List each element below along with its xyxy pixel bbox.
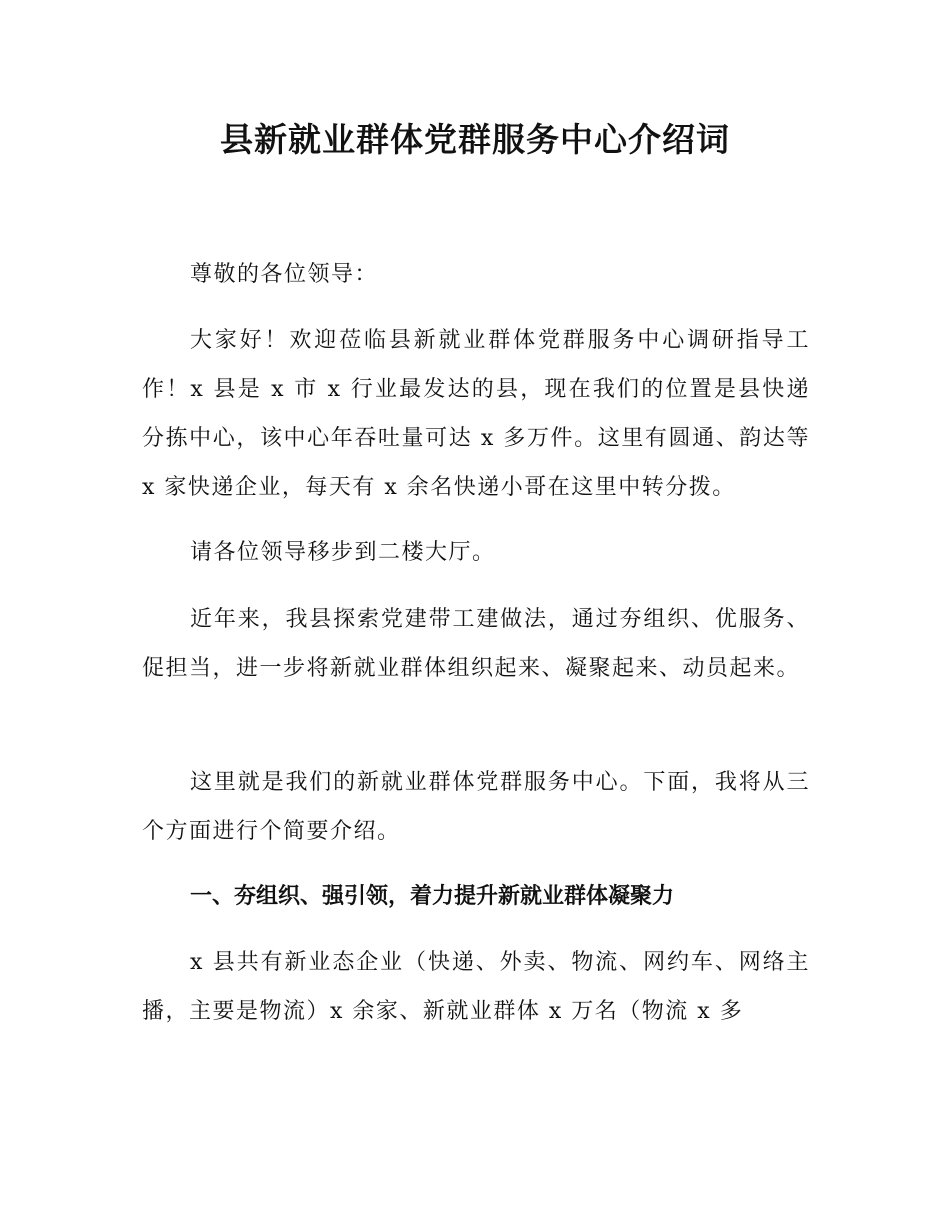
section-one-heading: 一、夯组织、强引领，着力提升新就业群体凝聚力	[190, 884, 675, 909]
greeting-paragraph: 尊敬的各位领导：	[190, 262, 379, 287]
welcome-paragraph: 大家好！欢迎莅临县新就业群体党群服务中心调研指导工作！x 县是 x 市 x 行业最发达的县，现在我们的位置是县快递分拣中心，该中心年吞吐量可达 x 多万件。这里有圆通、韵达等 x 家快递企业，每天有 x 余名快递小哥在这里中转分拨。	[142, 328, 810, 500]
document-title: 县新就业群体党群服务中心介绍词	[220, 120, 730, 159]
move-paragraph: 请各位领导移步到二楼大厅。	[190, 540, 496, 565]
introduction-paragraph: 这里就是我们的新就业群体党群服务中心。下面，我将从三个方面进行个简要介绍。	[142, 770, 810, 844]
recent-years-paragraph: 近年来，我县探索党建带工建做法，通过夯组织、优服务、促担当，进一步将新就业群体组织起来、凝聚起来、动员起来。	[142, 607, 810, 681]
enterprise-count-paragraph: x 县共有新业态企业（快递、外卖、物流、网约车、网络主播，主要是物流）x 余家、新就业群体 x 万名（物流 x 多	[142, 950, 810, 1024]
